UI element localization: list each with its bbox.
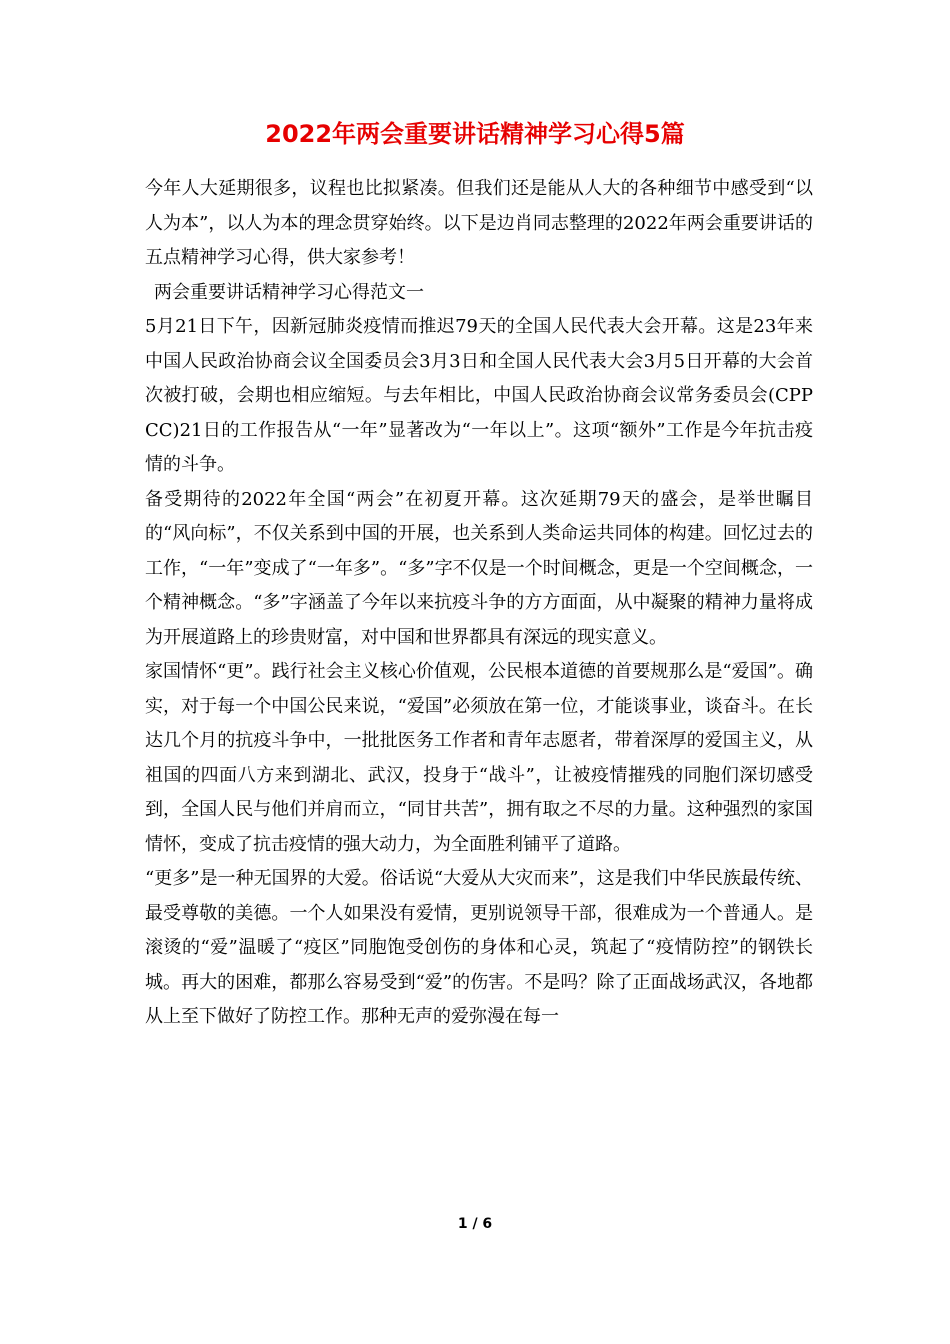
paragraph: 备受期待的2022年全国“两会”在初夏开幕。这次延期79天的盛会，是举世瞩目的“风向标”，不仅关系到中国的开展，也关系到人类命运共同体的构建。回忆过去的工作，“一年”变成了“一年多”。“多”字不仅是一个时间概念，更是一个空间概念，一个精神概念。“多”字涵盖了今年以来抗疫斗争的方方面面，从中凝聚的精神力量将成为开展道路上的珍贵财富，对中国和世界都具有深远的现实意义。: [145, 488, 813, 648]
paragraph: 家国情怀“更”。践行社会主义核心价值观，公民根本道德的首要规那么是“爱国”。确实，对于每一个中国公民来说，“爱国”必须放在第一位，才能谈事业，谈奋斗。在长达几个月的抗疫斗争中，一批批医务工作者和青年志愿者，带着深厚的爱国主义，从祖国的四面八方来到湖北、武汉，投身于“战斗”，让被疫情摧残的同胞们深切感受到，全国人民与他们并肩而立，“同甘共苦”，拥有取之不尽的力量。这种强烈的家国情怀，变成了抗击疫情的强大动力，为全面胜利铺平了道路。: [145, 661, 813, 855]
page-number: 1 / 6: [457, 1216, 493, 1232]
paragraph: 5月21日下午，因新冠肺炎疫情而推迟79天的全国人民代表大会开幕。这是23年来中国人民政治协商会议全国委员会3月3日和全国人民代表大会3月5日开幕的大会首次被打破，会期也相应缩短。与去年相比，中国人民政治协商会议常务委员会(CPPCC)21日的工作报告从“一年”显著改为“一年以上”。这项“额外”工作是今年抗击疫情的斗争。: [145, 316, 813, 475]
paragraph-intro: 今年人大延期很多，议程也比拟紧凑。但我们还是能从人大的各种细节中感受到“以人为本”，以人为本的理念贯穿始终。以下是边肖同志整理的2022年两会重要讲话的五点精神学习心得，供大家参考！: [145, 178, 813, 268]
section-heading: 两会重要讲话精神学习心得范文一: [154, 281, 424, 303]
document-body: [145, 172, 813, 1035]
document-title: 2022年两会重要讲话精神学习心得5篇: [265, 120, 685, 148]
paragraph: “更多”是一种无国界的大爱。俗话说“大爱从大灾而来”，这是我们中华民族最传统、最受尊敬的美德。一个人如果没有爱情，更别说领导干部，很难成为一个普通人。是滚烫的“爱”温暖了“疫区”同胞饱受创伤的身体和心灵，筑起了“疫情防控”的钢铁长城。再大的困难，都那么容易受到“爱”的伤害。不是吗？除了正面战场武汉，各地都从上至下做好了防控工作。那种无声的爱弥漫在每一: [145, 868, 813, 1027]
